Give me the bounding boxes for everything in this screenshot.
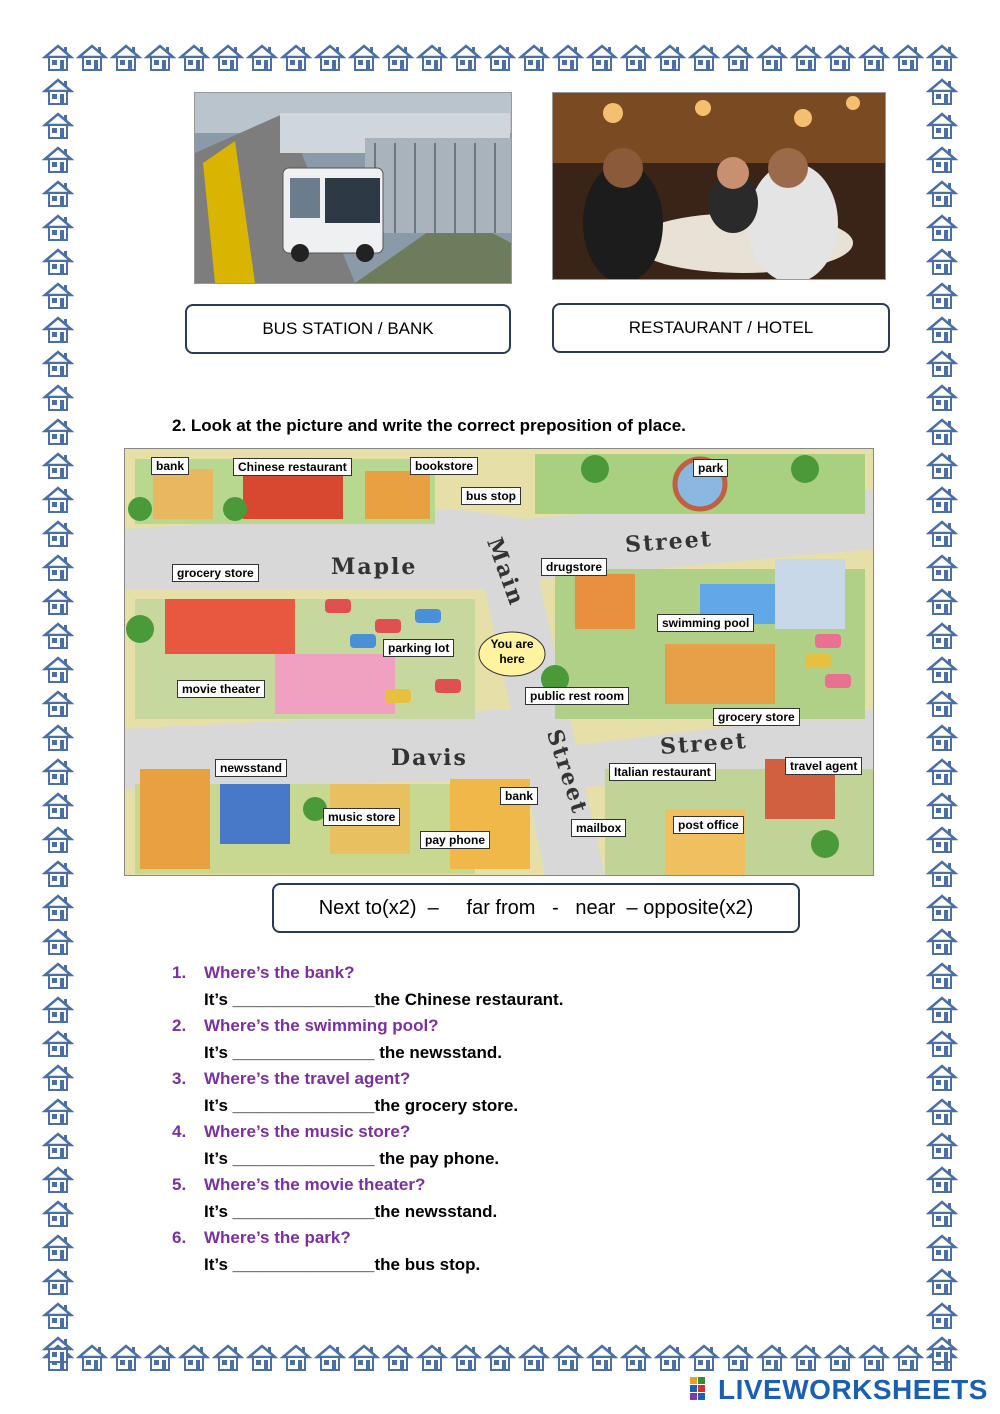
question-item [172, 1172, 872, 1199]
question-item [172, 1119, 872, 1146]
house-icon [790, 42, 822, 74]
house-icon [926, 994, 958, 1026]
house-icon [926, 1198, 958, 1230]
town-map [124, 448, 874, 876]
house-icon [552, 42, 584, 74]
house-icon [416, 42, 448, 74]
house-icon [926, 1096, 958, 1128]
street-name-street-right: Street [659, 727, 749, 761]
house-icon [42, 178, 74, 210]
house-icon [926, 178, 958, 210]
house-icon [586, 1342, 618, 1374]
house-icon [926, 1062, 958, 1094]
house-icon [42, 1096, 74, 1128]
house-icon [926, 688, 958, 720]
house-icon [144, 1342, 176, 1374]
house-icon [926, 110, 958, 142]
map-tag-post-office: post office [673, 816, 744, 834]
house-icon [926, 960, 958, 992]
house-icon [42, 892, 74, 924]
house-icon [42, 1062, 74, 1094]
house-icon [42, 756, 74, 788]
house-icon [484, 1342, 516, 1374]
house-icon [892, 1342, 924, 1374]
question-number: 6. [172, 1228, 187, 1247]
question-list [172, 960, 872, 1278]
house-icon [552, 1342, 584, 1374]
house-icon [382, 1342, 414, 1374]
house-icon [926, 246, 958, 278]
question-item [172, 1225, 872, 1252]
answer-line[interactable]: It’s _______________the newsstand. [204, 1201, 498, 1221]
house-icon [314, 1342, 346, 1374]
label-text: RESTAURANT / HOTEL [628, 318, 814, 337]
house-icon [654, 42, 686, 74]
house-icon [926, 450, 958, 482]
house-icon [586, 42, 618, 74]
house-icon [42, 620, 74, 652]
house-icon [42, 654, 74, 686]
house-icon [756, 42, 788, 74]
you-are-here-line-1: You are [490, 637, 534, 651]
house-icon [42, 722, 74, 754]
house-icon [280, 1342, 312, 1374]
house-icon [926, 42, 958, 74]
house-icon [926, 1028, 958, 1060]
house-icon [76, 42, 108, 74]
map-tag-public-rest-room: public rest room [525, 687, 629, 705]
answer-line[interactable]: It’s _______________ the newsstand. [204, 1042, 502, 1062]
house-icon [926, 1300, 958, 1332]
answer-line[interactable]: It’s _______________the grocery store. [204, 1095, 519, 1115]
border-top [42, 42, 958, 74]
house-icon [110, 42, 142, 74]
house-icon [42, 552, 74, 584]
house-icon [42, 1164, 74, 1196]
answer-line[interactable]: It’s _______________ the pay phone. [204, 1148, 500, 1168]
house-icon [824, 42, 856, 74]
map-tag-bookstore: bookstore [410, 457, 478, 475]
bus-station-bank-label [185, 304, 511, 354]
house-icon [178, 1342, 210, 1374]
map-tag-travel-agent: travel agent [785, 757, 862, 775]
map-tag-you-are-here [483, 637, 541, 667]
house-icon [926, 416, 958, 448]
map-tag-parking-lot: parking lot [383, 639, 454, 657]
house-icon [926, 756, 958, 788]
map-tag-swimming-pool: swimming pool [657, 614, 754, 632]
house-icon [42, 42, 74, 74]
house-icon [450, 42, 482, 74]
map-tag-grocery-store-2: grocery store [713, 708, 800, 726]
map-tag-newsstand: newsstand [215, 759, 287, 777]
house-icon [926, 1334, 958, 1366]
map-tag-pay-phone: pay phone [420, 831, 490, 849]
house-icon [926, 1164, 958, 1196]
house-icon [42, 926, 74, 958]
house-icon [42, 1028, 74, 1060]
map-tag-mailbox: mailbox [571, 819, 626, 837]
border-bottom [42, 1342, 958, 1374]
house-icon [42, 858, 74, 890]
house-icon [42, 76, 74, 108]
house-icon [42, 1232, 74, 1264]
house-icon [926, 314, 958, 346]
house-icon [348, 1342, 380, 1374]
house-icon [926, 926, 958, 958]
house-icon [926, 348, 958, 380]
question-number: 5. [172, 1175, 187, 1194]
map-tag-bank-2: bank [500, 787, 538, 805]
house-icon [212, 42, 244, 74]
house-icon [926, 1130, 958, 1162]
house-icon [42, 212, 74, 244]
restaurant-hotel-label [552, 303, 890, 353]
map-tag-grocery-store: grocery store [172, 564, 259, 582]
restaurant-photo [552, 92, 886, 280]
house-icon [926, 1232, 958, 1264]
house-icon [756, 1342, 788, 1374]
map-tag-bus-stop: bus stop [461, 487, 521, 505]
house-icon [314, 42, 346, 74]
question-text: Where’s the travel agent? [204, 1069, 411, 1088]
answer-line[interactable]: It’s _______________the bus stop. [204, 1254, 481, 1274]
house-icon [212, 1342, 244, 1374]
house-icon [722, 1342, 754, 1374]
house-icon [42, 110, 74, 142]
street-name-maple: Maple [331, 554, 418, 580]
house-icon [926, 654, 958, 686]
house-icon [42, 688, 74, 720]
house-icon [110, 1342, 142, 1374]
house-icon [620, 1342, 652, 1374]
question-text: Where’s the bank? [204, 963, 355, 982]
house-icon [688, 1342, 720, 1374]
question-number: 4. [172, 1122, 187, 1141]
question-text: Where’s the park? [204, 1228, 351, 1247]
word-bank: Next to(x2) – far from - near – opposite(x2) [272, 883, 800, 933]
map-tag-movie-theater: movie theater [177, 680, 265, 698]
house-icon [42, 382, 74, 414]
house-icon [926, 892, 958, 924]
answer-line[interactable]: It’s _______________the Chinese restaurant. [204, 989, 564, 1009]
house-icon [42, 314, 74, 346]
map-tag-drugstore: drugstore [541, 558, 607, 576]
house-icon [926, 790, 958, 822]
house-icon [76, 1342, 108, 1374]
house-icon [42, 960, 74, 992]
house-icon [42, 1198, 74, 1230]
house-icon [144, 42, 176, 74]
house-icon [722, 42, 754, 74]
house-icon [42, 246, 74, 278]
house-icon [620, 42, 652, 74]
street-name-street-vertical: Street [540, 726, 593, 818]
house-icon [382, 42, 414, 74]
map-tag-park: park [693, 459, 728, 477]
map-tag-chinese-restaurant: Chinese restaurant [233, 458, 352, 476]
house-icon [484, 42, 516, 74]
street-name-street-top: Street [624, 525, 714, 559]
house-icon [246, 42, 278, 74]
house-icon [246, 1342, 278, 1374]
house-icon [416, 1342, 448, 1374]
house-icon [926, 1266, 958, 1298]
house-icon [654, 1342, 686, 1374]
house-icon [926, 212, 958, 244]
house-icon [42, 416, 74, 448]
label-text: BUS STATION / BANK [262, 319, 434, 338]
street-name-main: Main [481, 534, 530, 610]
house-icon [42, 518, 74, 550]
question-item [172, 1066, 872, 1093]
question-item [172, 1013, 872, 1040]
house-icon [450, 1342, 482, 1374]
house-icon [42, 1300, 74, 1332]
house-icon [790, 1342, 822, 1374]
house-icon [926, 552, 958, 584]
street-name-davis: Davis [391, 745, 468, 771]
map-tag-italian-restaurant: Italian restaurant [609, 763, 716, 781]
house-icon [42, 586, 74, 618]
house-icon [926, 382, 958, 414]
house-icon [858, 42, 890, 74]
question-text: Where’s the music store? [204, 1122, 411, 1141]
question-number: 2. [172, 1016, 187, 1035]
question-item [172, 960, 872, 987]
logo-text: LIVEWORKSHEETS [718, 1374, 988, 1405]
house-icon [42, 280, 74, 312]
house-icon [518, 1342, 550, 1374]
house-icon [926, 722, 958, 754]
house-icon [42, 994, 74, 1026]
house-icon [178, 42, 210, 74]
bus-station-photo [194, 92, 512, 284]
question-text: Where’s the movie theater? [204, 1175, 426, 1194]
map-tag-music-store: music store [323, 808, 400, 826]
house-icon [42, 790, 74, 822]
house-icon [858, 1342, 890, 1374]
house-icon [926, 484, 958, 516]
house-icon [926, 76, 958, 108]
house-icon [42, 484, 74, 516]
house-icon [892, 42, 924, 74]
question-number: 1. [172, 963, 187, 982]
house-icon [688, 42, 720, 74]
house-icon [926, 280, 958, 312]
map-tag-bank: bank [151, 457, 189, 475]
house-icon [926, 586, 958, 618]
house-icon [42, 1266, 74, 1298]
liveworksheets-logo [690, 1374, 988, 1406]
house-icon [926, 518, 958, 550]
border-left [42, 76, 74, 1366]
house-icon [926, 620, 958, 652]
house-icon [926, 858, 958, 890]
question-number: 3. [172, 1069, 187, 1088]
house-icon [42, 824, 74, 856]
exercise-instruction: 2. Look at the picture and write the correct preposition of place. [172, 416, 686, 435]
house-icon [348, 42, 380, 74]
question-text: Where’s the swimming pool? [204, 1016, 439, 1035]
house-icon [42, 450, 74, 482]
border-right [926, 76, 958, 1366]
logo-icon [690, 1377, 714, 1403]
house-icon [42, 1130, 74, 1162]
house-icon [280, 42, 312, 74]
house-icon [42, 144, 74, 176]
you-are-here-line-2: here [499, 652, 525, 666]
house-icon [926, 144, 958, 176]
house-icon [926, 824, 958, 856]
house-icon [518, 42, 550, 74]
house-icon [824, 1342, 856, 1374]
house-icon [42, 348, 74, 380]
house-icon [42, 1334, 74, 1366]
